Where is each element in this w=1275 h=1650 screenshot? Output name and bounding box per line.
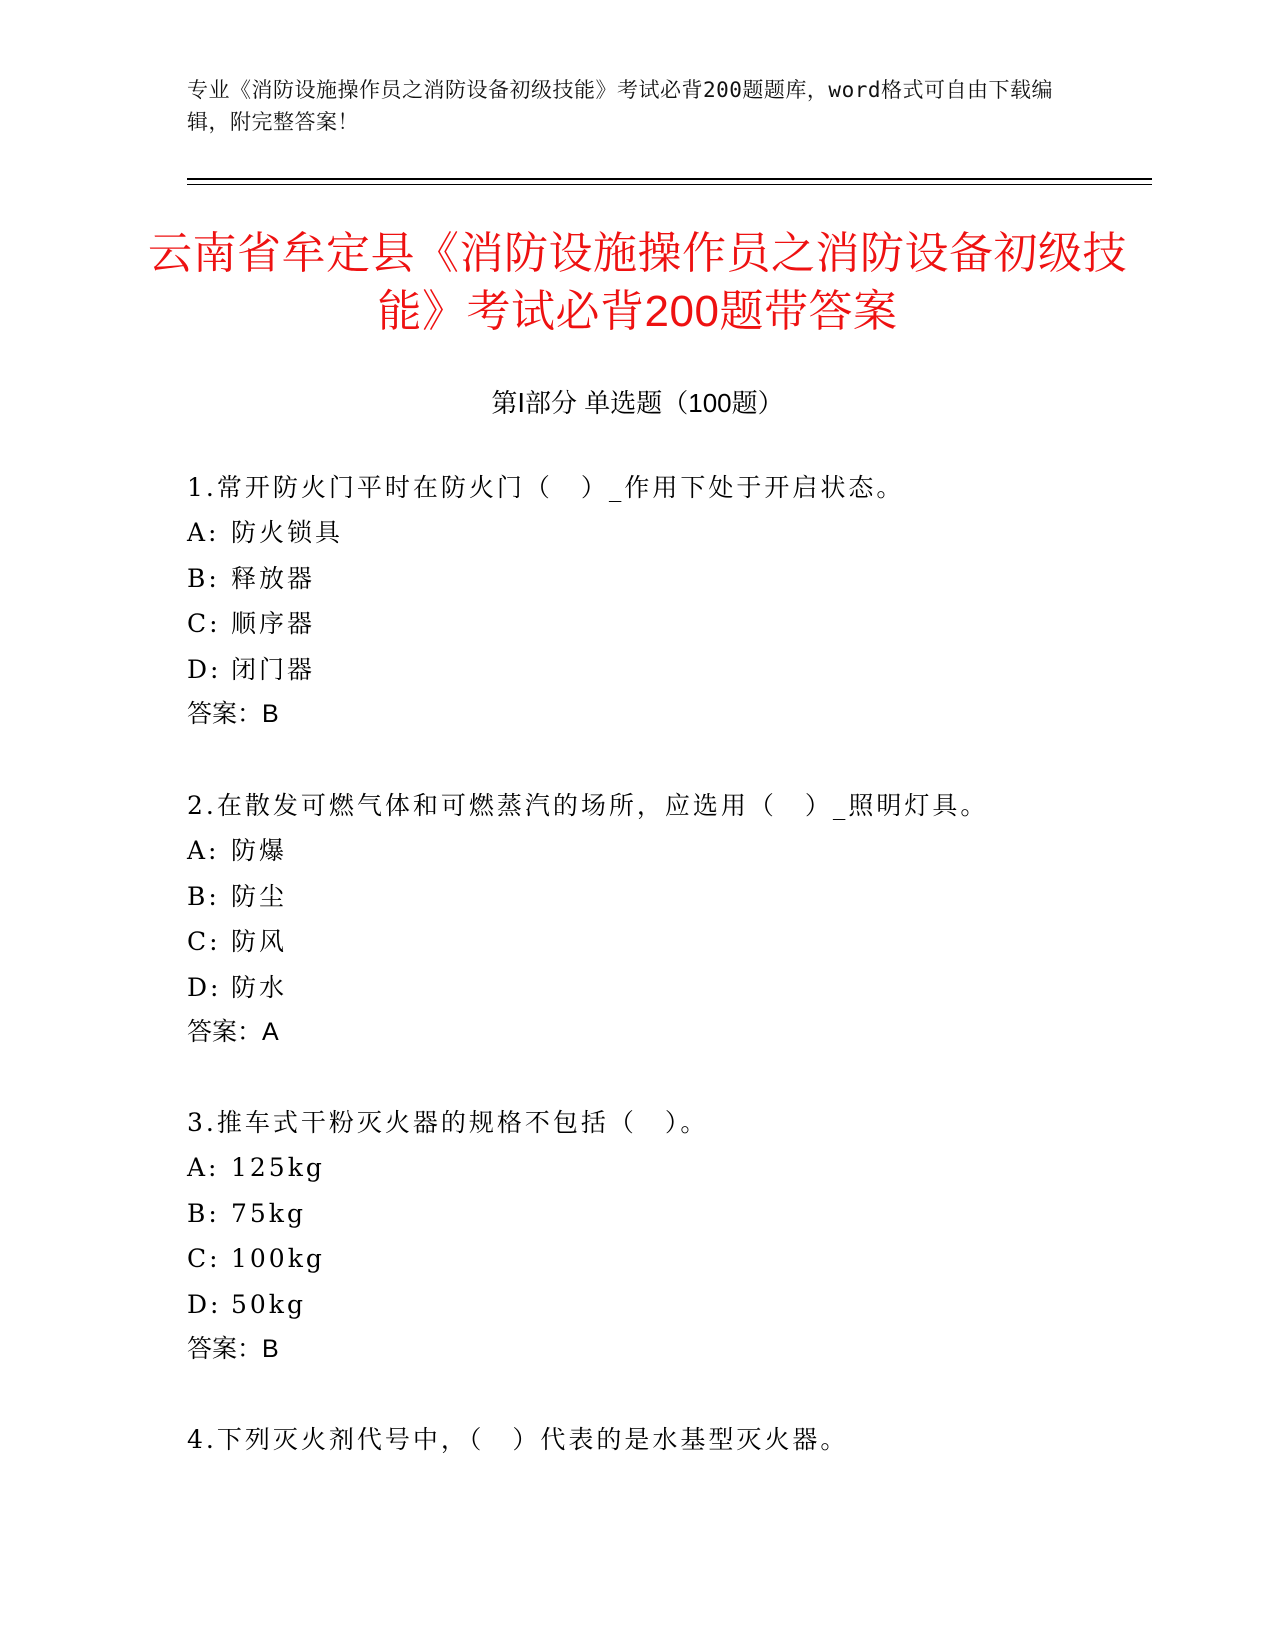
option-text: 125kg <box>231 1153 325 1182</box>
option-text: 释放器 <box>231 563 316 593</box>
section-heading: 第Ⅰ部分 单选题（100题） <box>491 388 784 418</box>
question-3 <box>187 1100 1147 1372</box>
option-text: 防风 <box>231 927 288 956</box>
option-text: 防尘 <box>231 881 288 911</box>
option-letter: B: <box>187 563 220 593</box>
option-letter: C: <box>187 609 221 638</box>
answer-line: 答案：B <box>187 700 279 728</box>
option-text: 防爆 <box>231 836 288 865</box>
option-letter: A: <box>187 836 220 865</box>
option-text: 50kg <box>231 1289 306 1319</box>
question-stem: 3.推车式干粉灭火器的规格不包括（ ）。 <box>187 1108 709 1137</box>
option-letter: B: <box>187 881 220 911</box>
option-c <box>187 1236 1147 1282</box>
option-letter: A: <box>187 1153 220 1182</box>
question-1 <box>187 465 1147 737</box>
option-letter: D: <box>187 654 222 684</box>
question-2 <box>187 783 1147 1055</box>
option-letter: B: <box>187 1198 220 1228</box>
question-stem: 1.常开防火门平时在防火门（ ）_作用下处于开启状态。 <box>187 473 905 502</box>
option-c <box>187 601 1147 647</box>
option-letter: C: <box>187 1244 221 1273</box>
question-4 <box>187 1417 1147 1462</box>
option-letter: D: <box>187 1289 222 1319</box>
option-text: 75kg <box>231 1198 306 1228</box>
option-letter: C: <box>187 927 221 956</box>
option-text: 闭门器 <box>231 654 316 684</box>
option-text: 防水 <box>231 972 288 1002</box>
option-a <box>187 828 1147 874</box>
question-stem: 4.下列灭火剂代号中，（ ）代表的是水基型灭火器。 <box>187 1425 849 1454</box>
option-text: 顺序器 <box>231 609 316 638</box>
header-note: 专业《消防设施操作员之消防设备初级技能》考试必背200题题库，word格式可自由下载编辑，附完整答案！ <box>187 78 1053 134</box>
option-a <box>187 510 1147 556</box>
option-text: 防火锁具 <box>231 518 344 547</box>
option-letter: A: <box>187 518 220 547</box>
header-divider-thick <box>187 178 1152 180</box>
option-b <box>187 874 1147 920</box>
option-c <box>187 919 1147 965</box>
option-a <box>187 1145 1147 1191</box>
document-title: 云南省牟定县《消防设施操作员之消防设备初级技能》考试必背200题带答案 <box>148 229 1127 336</box>
answer-line: 答案：B <box>187 1335 279 1363</box>
option-d <box>187 1282 1147 1328</box>
option-text: 100kg <box>231 1244 325 1273</box>
option-b <box>187 556 1147 602</box>
option-letter: D: <box>187 972 222 1002</box>
header-divider-thin <box>187 184 1152 185</box>
question-stem: 2.在散发可燃气体和可燃蒸汽的场所，应选用（ ）_照明灯具。 <box>187 791 989 820</box>
option-d <box>187 647 1147 693</box>
answer-line: 答案：A <box>187 1018 279 1046</box>
option-b <box>187 1191 1147 1237</box>
option-d <box>187 965 1147 1011</box>
